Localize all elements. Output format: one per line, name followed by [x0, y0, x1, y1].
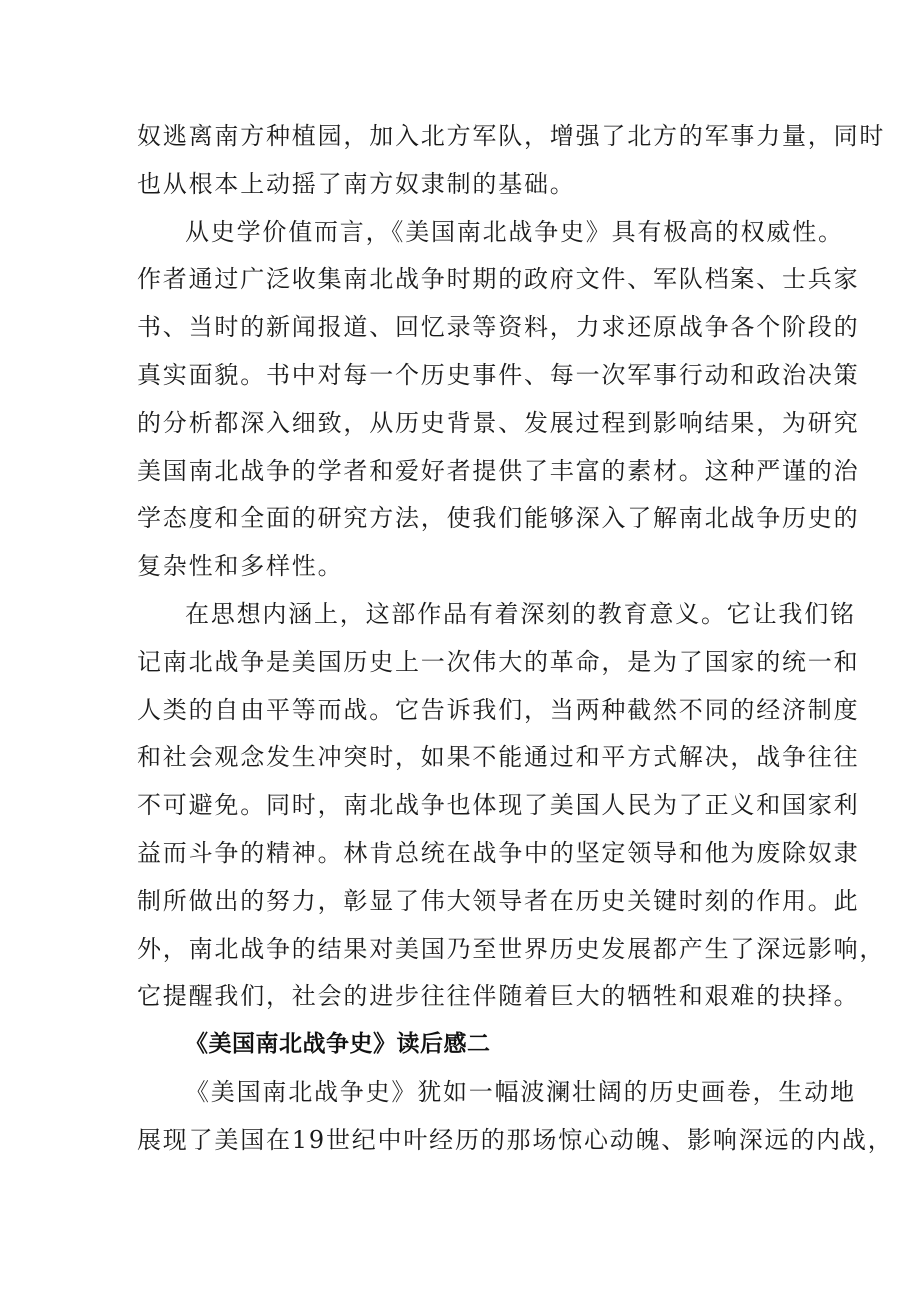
text-line: 它提醒我们，社会的进步往往伴随着巨大的牺牲和艰难的抉择。 [137, 982, 860, 1011]
text-line: 《美国南北战争史》犹如一幅波澜壮阔的历史画卷，生动地 [185, 1077, 856, 1106]
text-line: 奴逃离南方种植园，加入北方军队，增强了北方的军事力量，同时 [137, 122, 886, 150]
text-line: 真实面貌。书中对每一个历史事件、每一次军事行动和政治决策 [137, 360, 860, 389]
text-line: 书、当时的新闻报道、回忆录等资料，力求还原战争各个阶段的 [137, 313, 860, 342]
document-page [137, 113, 894, 1165]
text-line: 也从根本上动摇了南方奴隶制的基础。 [137, 169, 576, 198]
text-line: 展现了美国在19世纪中叶经历的那场惊心动魄、影响深远的内战， [137, 1125, 894, 1154]
text-line: 记南北战争是美国历史上一次伟大的革命，是为了国家的统一和 [137, 647, 860, 676]
text-line: 人类的自由平等而战。它告诉我们，当两种截然不同的经济制度 [137, 695, 860, 724]
text-line: 和社会观念发生冲突时，如果不能通过和平方式解决，战争往往 [137, 743, 860, 772]
paragraph-3 [137, 591, 886, 1021]
text-line: 不可避免。同时，南北战争也体现了美国人民为了正义和国家利 [137, 791, 860, 820]
text-line: 制所做出的努力，彰显了伟大领导者在历史关键时刻的作用。此 [137, 886, 860, 915]
text-line: 外，南北战争的结果对美国乃至世界历史发展都产生了深远影响， [137, 934, 886, 963]
paragraph-2 [137, 209, 860, 591]
text-line: 从史学价值而言，《美国南北战争史》具有极高的权威性。 [185, 217, 844, 246]
text-line: 作者通过广泛收集南北战争时期的政府文件、军队档案、士兵家 [137, 265, 860, 294]
text-line: 的分析都深入细致，从历史背景、发展过程到影响结果，为研究 [137, 408, 860, 437]
text-line: 美国南北战争的学者和爱好者提供了丰富的素材。这种严谨的治 [137, 456, 860, 485]
text-line: 学态度和全面的研究方法，使我们能够深入了解南北战争历史的 [137, 504, 860, 533]
paragraph-4 [137, 1069, 894, 1165]
section-heading: 《美国南北战争史》读后感二 [185, 1031, 491, 1058]
paragraph-1 [137, 113, 886, 209]
text-line: 在思想内涵上，这部作品有着深刻的教育意义。它让我们铭 [185, 599, 856, 628]
text-line: 复杂性和多样性。 [137, 552, 344, 581]
text-line: 益而斗争的精神。林肯总统在战争中的坚定领导和他为废除奴隶 [137, 838, 860, 867]
